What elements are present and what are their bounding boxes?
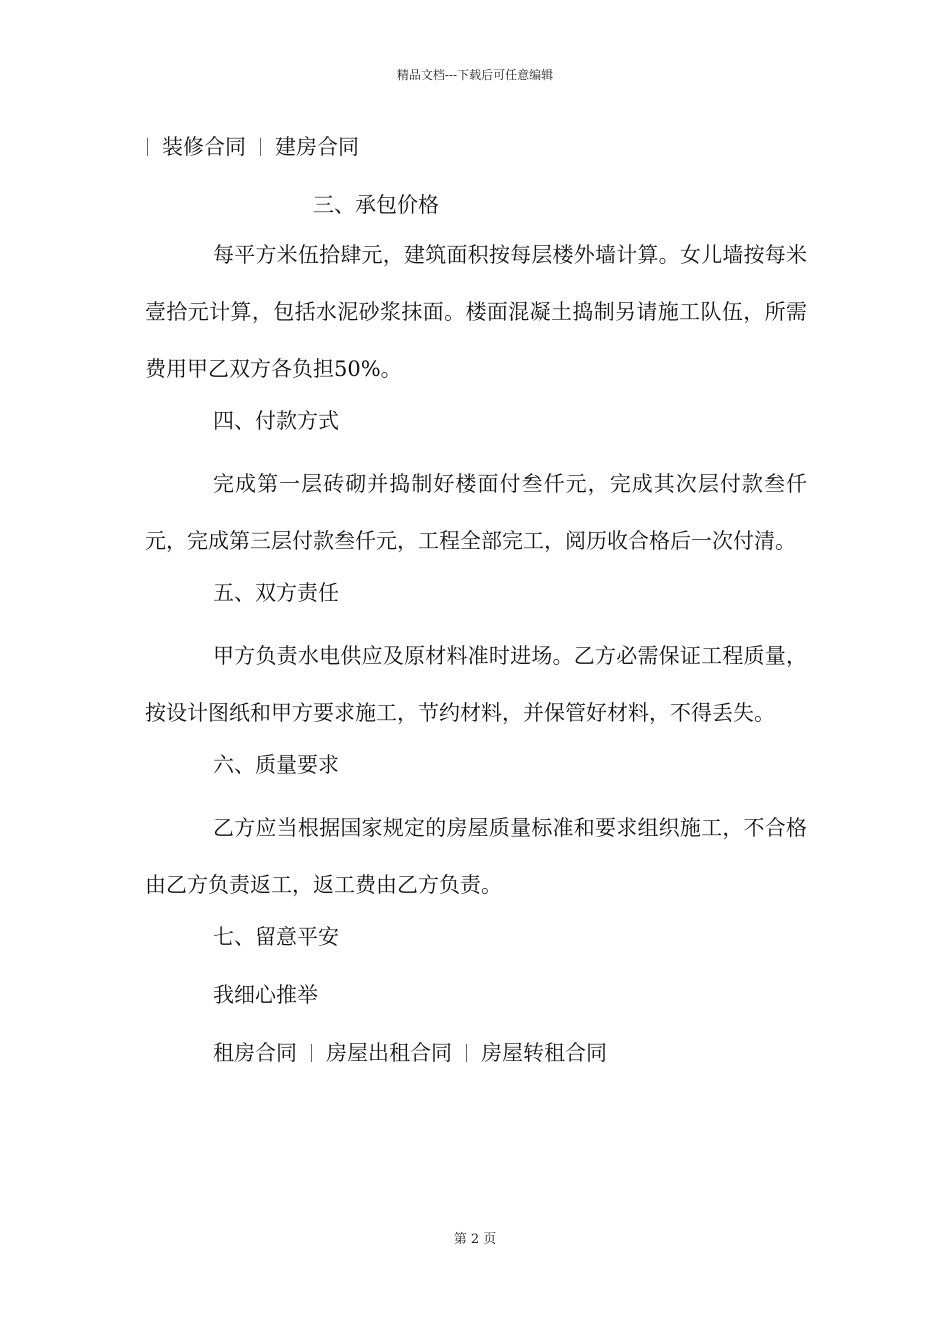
link-separator — [311, 1044, 312, 1062]
link-sublease-contract[interactable]: 房屋转租合同 — [481, 1041, 607, 1065]
link-separator — [466, 1044, 467, 1062]
top-link-bar — [145, 133, 807, 161]
recommend-label: 我细心推举 — [213, 983, 318, 1007]
section-title-price: 三、承包价格 — [313, 193, 439, 217]
section-title-safety: 七、留意平安 — [213, 925, 339, 949]
section-body-price: 每平方米伍拾肆元，建筑面积按每层楼外墙计算。女儿墙按每米壹拾元计算，包括水泥砂浆抹面。楼面混凝土捣制另请施工队伍，所需费用甲乙双方各负担50%。 — [145, 243, 807, 381]
link-separator — [260, 138, 261, 156]
section-title-quality: 六、质量要求 — [213, 753, 339, 777]
section-body-quality: 乙方应当根据国家规定的房屋质量标准和要求组织施工，不合格由乙方负责返工，返工费由乙方负责。 — [145, 816, 807, 897]
document-body — [145, 133, 807, 1088]
section-title-duties: 五、双方责任 — [213, 581, 339, 605]
link-separator — [147, 138, 148, 156]
page-number: 第 2 页 — [453, 1232, 497, 1247]
link-decoration-contract[interactable]: 装修合同 — [162, 135, 246, 159]
section-body-payment: 完成第一层砖砌并捣制好楼面付叁仟元，完成其次层付款叁仟元，完成第三层付款叁仟元，工程全部完工，阅历收合格后一次付清。 — [145, 472, 807, 553]
link-house-lease-contract[interactable]: 房屋出租合同 — [326, 1041, 452, 1065]
page-header: 精品文档---下载后可任意编辑 — [396, 68, 554, 82]
link-rent-contract[interactable]: 租房合同 — [213, 1041, 297, 1065]
section-title-payment: 四、付款方式 — [213, 409, 339, 433]
bottom-link-bar — [213, 1039, 607, 1067]
link-build-house-contract[interactable]: 建房合同 — [275, 135, 359, 159]
section-body-duties: 甲方负责水电供应及原材料准时进场。乙方必需保证工程质量，按设计图纸和甲方要求施工，节约材料，并保管好材料，不得丢失。 — [145, 644, 807, 725]
